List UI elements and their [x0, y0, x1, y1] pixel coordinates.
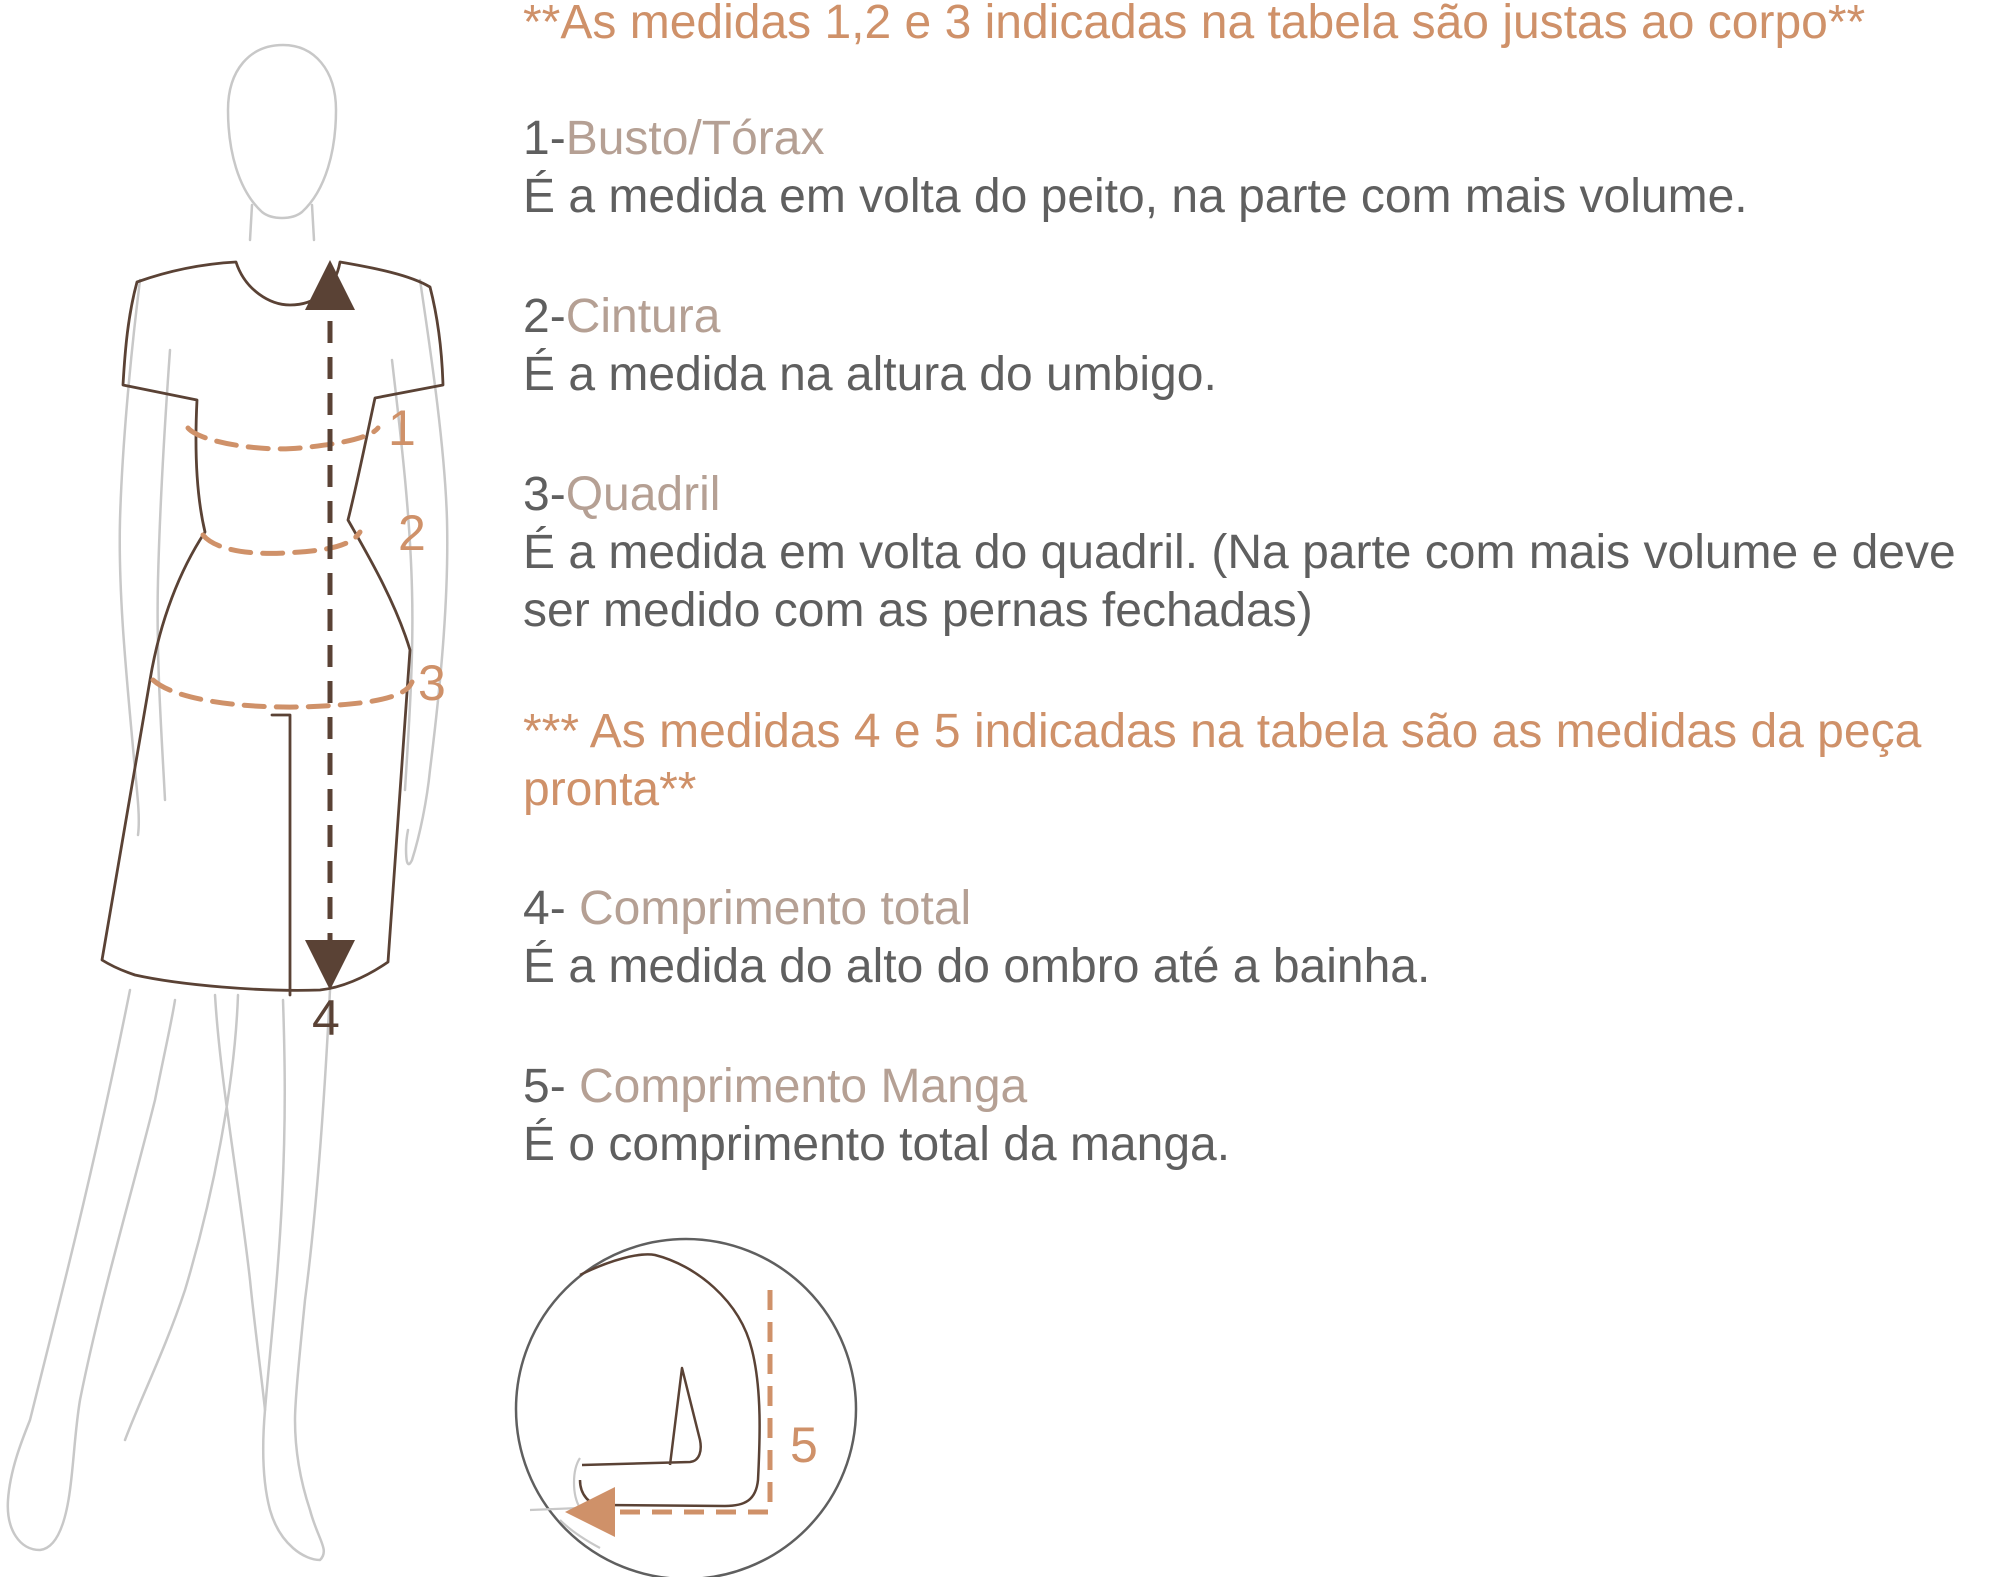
measurement-heading [523, 466, 1993, 524]
dress-shape [102, 262, 443, 990]
bust-label: 1 [388, 400, 416, 456]
bust-line [188, 428, 378, 449]
measurement-number: 1- [523, 112, 566, 165]
measurement-heading [523, 110, 1748, 168]
measurement-number: 3- [523, 468, 566, 521]
measurement-description: É a medida na altura do umbigo. [523, 348, 1217, 401]
measurement-term: Quadril [565, 468, 721, 521]
measurement-heading [523, 1058, 1230, 1116]
sleeve-inset [516, 1239, 856, 1577]
measurement-item-sleeve [523, 1058, 1230, 1174]
dress-outline [102, 262, 443, 995]
mannequin-right-leg [263, 990, 330, 1560]
measurement-term: Busto/Tórax [565, 112, 825, 165]
measurement-item-bust [523, 110, 1748, 226]
measurement-term: Comprimento total [579, 882, 972, 935]
measurement-description: É o comprimento total da manga. [523, 1118, 1231, 1171]
waist-line [203, 532, 360, 553]
mannequin-silhouette [8, 45, 447, 1560]
measurement-number: 5- [523, 1060, 580, 1113]
measurement-number: 4- [523, 882, 580, 935]
length-label: 4 [312, 990, 340, 1046]
measurement-term: Cintura [565, 290, 721, 343]
measurement-item-hip [523, 466, 1993, 640]
measurement-number: 2- [523, 290, 566, 343]
measurement-description: É a medida do alto do ombro até a bainha. [523, 940, 1431, 993]
measurement-item-length [523, 880, 1430, 996]
hip-line [153, 680, 412, 707]
mannequin-left-arm [120, 280, 170, 835]
measurement-description: É a medida em volta do quadril. (Na parte com mais volume e deve ser medido com as pernas fechadas) [523, 526, 1956, 637]
measurement-heading [523, 288, 1217, 346]
garment-note: *** As medidas 4 e 5 indicadas na tabela são as medidas da peça pronta** [523, 705, 1922, 816]
hip-label: 3 [418, 655, 446, 711]
waist-label: 2 [398, 505, 426, 561]
dress-front-slit [272, 715, 290, 995]
measurement-term: Comprimento Manga [579, 1060, 1028, 1113]
mannequin-left-leg [8, 990, 175, 1550]
fit-note: **As medidas 1,2 e 3 indicadas na tabela são justas ao corpo** [523, 0, 1866, 49]
measurement-heading [523, 880, 1430, 938]
measurement-item-waist [523, 288, 1217, 404]
mannequin-head [228, 45, 336, 218]
sleeve-label: 5 [790, 1417, 818, 1473]
measurement-description: É a medida em volta do peito, na parte com mais volume. [523, 170, 1748, 223]
mannequin-inner-legs [125, 995, 265, 1440]
